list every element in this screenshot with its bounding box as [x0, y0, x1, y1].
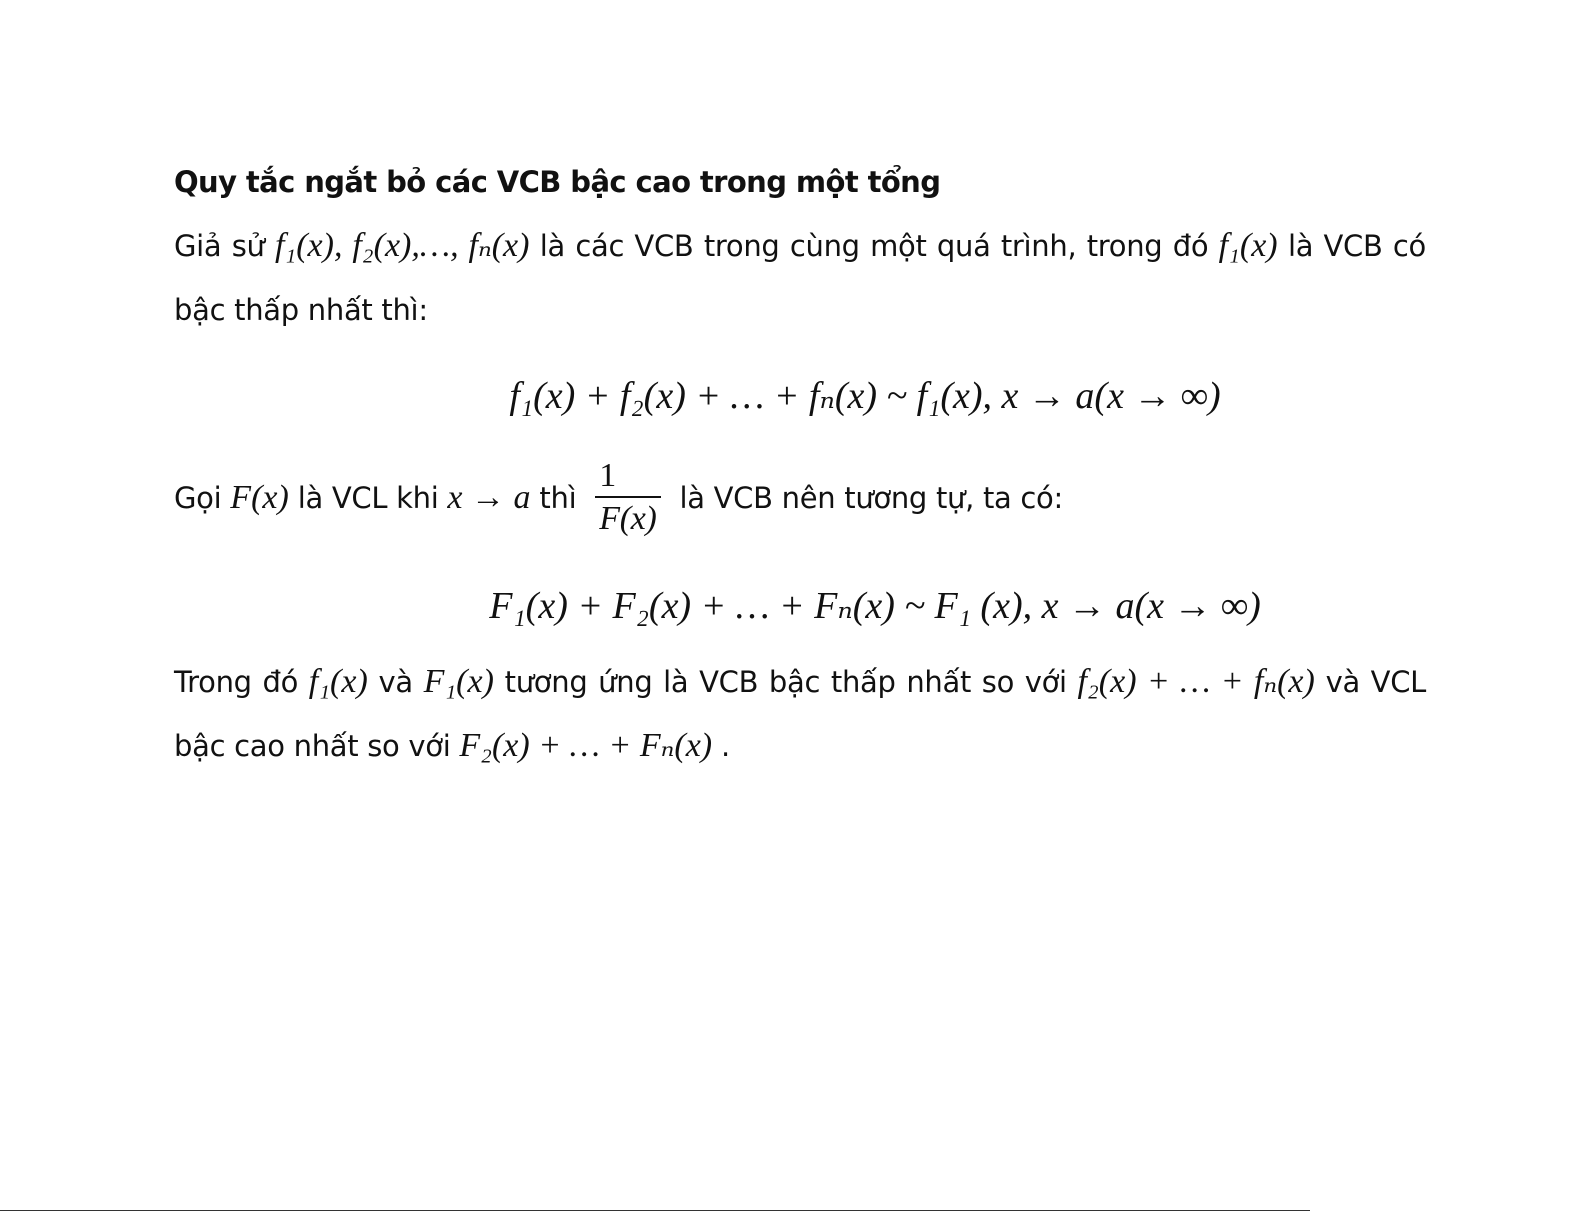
- math-f-sum: f₂(x) + … + fₙ(x): [1077, 663, 1315, 700]
- fraction-denominator: F(x): [595, 496, 660, 540]
- math-f1: f₁(x): [308, 663, 368, 700]
- display-equation-vcl: F₁(x) + F₂(x) + … + Fₙ(x) ~ F₁ (x), x → a(x → ∞): [489, 585, 1261, 627]
- footer-divider: [0, 1210, 1310, 1211]
- math-f1: f₁(x): [1218, 227, 1278, 264]
- text-run: .: [721, 729, 730, 763]
- text-run: Trong đó: [174, 665, 309, 699]
- paragraph-assumption: [174, 214, 1426, 342]
- fraction-one-over-F: [595, 456, 660, 540]
- display-equation-vcb: f₁(x) + f₂(x) + … + fₙ(x) ~ f₁(x), x → a(x → ∞): [509, 375, 1221, 417]
- math-F1: F₁(x): [423, 663, 494, 700]
- text-run: là VCB có bậc thấp nhất thì:: [174, 229, 1426, 327]
- page-content: [174, 160, 1426, 778]
- paragraph-vcl: [174, 442, 1426, 554]
- math-function-list: f₁(x), f₂(x),…, fₙ(x): [274, 227, 530, 264]
- text-run: Gọi: [174, 481, 231, 515]
- math-F-sum: F₂(x) + … + Fₙ(x): [459, 727, 713, 764]
- text-run: là VCB nên tương tự, ta có:: [679, 481, 1063, 515]
- text-run: Giả sử: [174, 229, 275, 263]
- section-heading: Quy tắc ngắt bỏ các VCB bậc cao trong một tổng: [174, 165, 941, 199]
- text-run: và VCL bậc cao nhất so với: [174, 665, 1426, 763]
- text-run: là các VCB trong cùng một quá trình, trong đó: [539, 229, 1219, 263]
- math-x-to-a: x → a: [447, 479, 531, 516]
- text-run: thì: [539, 481, 586, 515]
- text-run: là VCL khi: [297, 481, 448, 515]
- fraction-numerator: 1: [599, 457, 616, 494]
- math-F: F(x): [230, 479, 289, 516]
- text-run: và: [378, 665, 424, 699]
- paragraph-conclusion: [174, 650, 1426, 778]
- text-run: tương ứng là VCB bậc thấp nhất so với: [504, 665, 1078, 699]
